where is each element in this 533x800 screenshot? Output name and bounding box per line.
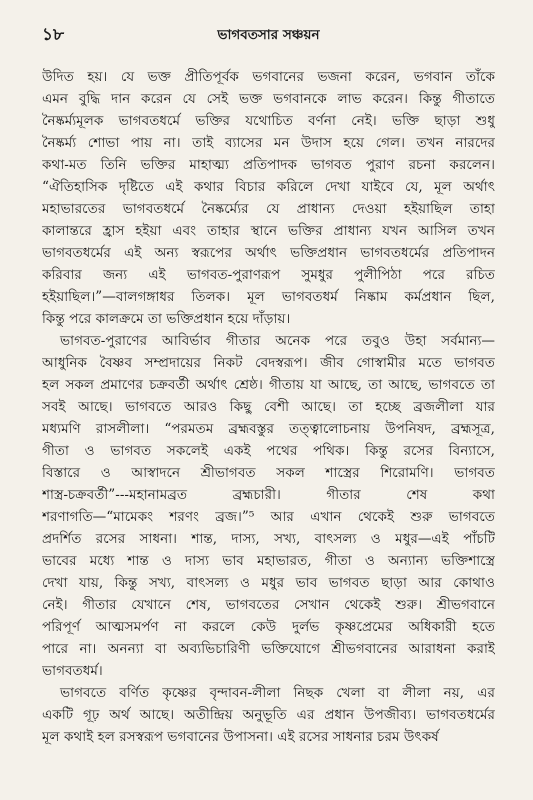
text-line: বিস্তারে ও আস্বাদনে শ্রীভাগবত সকল শাস্ত্রের শিরোমণি। ভাগবত <box>42 465 495 481</box>
text-line: দেখা যায়, কিন্তু সখ্য, বাৎসল্য ও মধুর ভাব ভাগবত ছাড়া আর কোথাও <box>42 575 495 591</box>
paragraph <box>42 682 495 748</box>
text-line: শাস্ত্র-চক্রবর্তী”---মহানামব্রত ব্রহ্মচারী। গীতার শেষ কথা <box>42 487 495 503</box>
text-line: নৈষ্কর্ম্যমূলক ভাগবতধর্মে ভক্তির যথোচিত বর্ণনা নেই। ভক্তি ছাড়া শুধু <box>42 113 495 129</box>
text-line: ভাগবতে বর্ণিত কৃষ্ণের বৃন্দাবন-লীলা নিছক খেলা বা লীলা নয়, এর <box>60 685 495 701</box>
text-line: “ঐতিহাসিক দৃষ্টিতে এই কথার বিচার করিলে দেখা যাইবে যে, মূল অর্থাৎ <box>42 179 495 195</box>
text-line: ভাগবতধর্ম। <box>42 663 103 679</box>
running-title: ভাগবতসার সঞ্চয়ন <box>217 27 320 43</box>
text-line: পরিপূর্ণ আত্মসমর্পণ না করলে কেউ দুর্লভ কৃষ্ণপ্রেমের অধিকারী হতে <box>42 619 495 635</box>
text-line: নৈষ্কর্ম্য শোভা পায় না। তাই ব্যাসের মন উদাস হয়ে গেল। তখন নারদের <box>42 135 495 151</box>
text-line: হল সকল প্রমাণের চক্রবর্তী অর্থাৎ শ্রেষ্ঠ। গীতায় যা আছে, তা আছে, ভাগবতে তা <box>42 377 495 393</box>
text-line: ভাগবতধর্মের এই অন্য স্বরূপের অর্থাৎ ভক্তিপ্রধান ভাগবতধর্মের প্রতিপাদন <box>42 245 495 261</box>
text-line: আধুনিক বৈষ্ণব সম্প্রদায়ের নিকট বেদস্বরূপ। জীব গোস্বামীর মতে ভাগবত <box>42 355 495 371</box>
paragraph <box>42 66 495 330</box>
text-line: ভাবের মধ্যে শান্ত ও দাস্য ভাব মহাভারত, গীতা ও অন্যান্য ভক্তিশাস্ত্রে <box>42 553 495 569</box>
text-line: পারে না। অনন্যা বা অব্যভিচারিণী ভক্তিযোগে শ্রীভগবানের আরাধনা করাই <box>42 641 495 657</box>
text-line: কথা-মত তিনি ভক্তির মাহাত্ম্য প্রতিপাদক ভাগবত পুরাণ রচনা করলেন। <box>42 157 495 173</box>
text-line: মধ্যমণি রাসলীলা। “পরমতম ব্রহ্মবস্তুর তত্ত্বালোচনায় উপনিষদ, ব্রহ্মসূত্র, <box>42 421 495 437</box>
text-line: সবই আছে। ভাগবতে আরও কিছু বেশী আছে। তা হচ্ছে ব্রজলীলা যার <box>42 399 495 415</box>
body-text <box>42 66 495 748</box>
text-line: গীতা ও ভাগবত সকলেই একই পথের পথিক। কিন্তু রসের বিন্যাসে, <box>42 443 495 459</box>
text-line: হইয়াছিল।”—বালগঙ্গাধর তিলক। মূল ভাগবতধর্ম নিষ্কাম কর্মপ্রধান ছিল, <box>42 289 495 305</box>
text-line: মূল কথাই হল রসস্বরূপ ভগবানের উপাসনা। এই রসের সাধনার চরম উৎকর্ষ <box>42 729 439 745</box>
text-line: উদিত হয়। যে ভক্ত প্রীতিপূর্বক ভগবানের ভজনা করেন, ভগবান তাঁকে <box>42 69 495 85</box>
text-line: এমন বুদ্ধি দান করেন যে সেই ভক্ত ভগবানকে লাভ করেন। কিন্তু গীতাতে <box>42 91 495 107</box>
text-line: করিবার জন্য এই ভাগবত-পুরাণরূপ সুমধুর পুলীপিঠা পরে রচিত <box>42 267 495 283</box>
page-header <box>42 18 495 52</box>
paragraph <box>42 330 495 682</box>
text-line: শরণাগতি—“মামেকং শরণং ব্রজ।”⁵ আর এখান থেকেই শুরু ভাগবতে <box>42 509 495 525</box>
text-line: কালান্তরে হ্রাস হইয়া এবং তাহার স্থানে ভক্তির প্রাধান্য যখন আসিল তখন <box>42 223 495 239</box>
page-number: ১৮ <box>42 25 65 45</box>
text-line: কিন্তু পরে কালক্রমে তা ভক্তিপ্রধান হয়ে দাঁড়ায়। <box>42 311 291 327</box>
text-line: প্রদর্শিত রসের সাধনা। শান্ত, দাস্য, সখ্য, বাৎসল্য ও মধুর—এই পাঁচটি <box>42 531 495 547</box>
text-line: মহাভারতের ভাগবতধর্মে নৈষ্কর্ম্যের যে প্রাধান্য দেওয়া হইয়াছিল তাহা <box>42 201 495 217</box>
text-line: একটি গূঢ় অর্থ আছে। অতীন্দ্রিয় অনুভূতি এর প্রধান উপজীব্য। ভাগবতধর্মের <box>42 707 495 723</box>
text-line: নেই। গীতার যেখানে শেষ, ভাগবতের সেখান থেকেই শুরু। শ্রীভগবানে <box>42 597 495 613</box>
text-line: ভাগবত-পুরাণের আবির্ভাব গীতার অনেক পরে তবুও উহা সর্বমান্য— <box>60 333 495 349</box>
